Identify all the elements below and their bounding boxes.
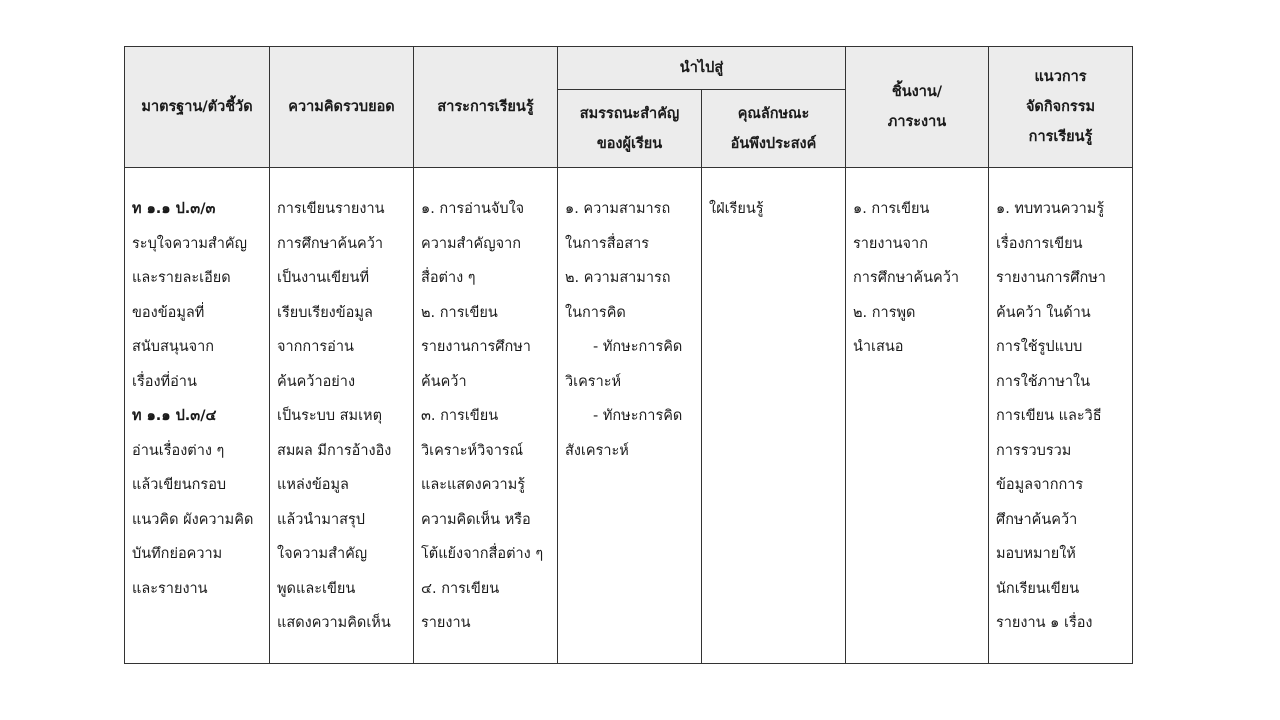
header-tasks-line: ชิ้นงาน/ bbox=[891, 84, 943, 100]
cell-line: การศึกษาค้นคว้า bbox=[277, 235, 383, 252]
header-standards: มาตรฐาน/ตัวชี้วัด bbox=[125, 47, 270, 168]
cell-line: การรวบรวม bbox=[996, 442, 1072, 459]
cell-line: - ทักษะการคิด bbox=[593, 339, 683, 355]
cell-line: รายงานการศึกษา bbox=[996, 270, 1106, 286]
cell-line: การเขียน และวิธี bbox=[996, 408, 1102, 424]
header-tasks bbox=[846, 47, 989, 168]
cell-line: อ่านเรื่องต่าง ๆ bbox=[132, 442, 225, 459]
indicator-code: ท ๑.๑ ป.๓/๓ bbox=[132, 201, 216, 217]
cell-competencies bbox=[558, 168, 702, 664]
cell-line: จากการอ่าน bbox=[277, 339, 354, 355]
cell-activities bbox=[989, 168, 1133, 664]
header-competencies-line: ของผู้เรียน bbox=[596, 135, 663, 152]
cell-line: ระบุใจความสำคัญ bbox=[132, 235, 247, 252]
header-leads-to: นำไปสู่ bbox=[558, 47, 846, 90]
cell-line: สังเคราะห์ bbox=[565, 442, 629, 459]
cell-line: รายงาน bbox=[421, 615, 471, 631]
cell-line: ค้นคว้า bbox=[421, 373, 467, 390]
cell-line: เรียบเรียงข้อมูล bbox=[277, 304, 373, 321]
cell-line: มอบหมายให้ bbox=[996, 546, 1076, 562]
cell-line: ความสำคัญจาก bbox=[421, 235, 522, 252]
cell-line: และรายงาน bbox=[132, 580, 208, 597]
header-characteristics-line: อันพึงประสงค์ bbox=[730, 135, 817, 152]
cell-line: ๓. การเขียน bbox=[421, 408, 499, 424]
cell-line: วิเคราะห์วิจารณ์ bbox=[421, 442, 524, 459]
cell-line: สื่อต่าง ๆ bbox=[421, 270, 476, 286]
cell-line: รายงาน ๑ เรื่อง bbox=[996, 615, 1093, 631]
cell-line: ความคิดเห็น หรือ bbox=[421, 511, 531, 528]
cell-line: การใช้รูปแบบ bbox=[996, 339, 1083, 355]
cell-line: แสดงความคิดเห็น bbox=[277, 615, 391, 631]
cell-standards bbox=[125, 168, 270, 664]
cell-line: พูดและเขียน bbox=[277, 580, 356, 597]
cell-line: ใฝ่เรียนรู้ bbox=[709, 201, 764, 217]
header-tasks-line: ภาระงาน bbox=[887, 114, 947, 130]
cell-line: ๑. ทบทวนความรู้ bbox=[996, 201, 1105, 217]
header-row-top bbox=[125, 47, 1133, 90]
cell-line: ๒. การเขียน bbox=[421, 304, 498, 321]
cell-line: ๒. ความสามารถ bbox=[565, 270, 671, 286]
cell-line: ๔. การเขียน bbox=[421, 580, 500, 597]
cell-line: ค้นคว้าอย่าง bbox=[277, 373, 356, 390]
cell-line: ๒. การพูด bbox=[853, 304, 916, 321]
cell-line: และรายละเอียด bbox=[132, 270, 231, 286]
cell-line: การใช้ภาษาใน bbox=[996, 373, 1091, 390]
cell-line: บันทึกย่อความ bbox=[132, 546, 223, 562]
cell-line: ๑. การเขียน bbox=[853, 201, 930, 217]
cell-line: ใจความสำคัญ bbox=[277, 546, 368, 562]
cell-line: รายงานการศึกษา bbox=[421, 339, 531, 355]
header-activities bbox=[989, 47, 1133, 168]
cell-line: ของข้อมูลที่ bbox=[132, 304, 205, 321]
header-activities-line: การเรียนรู้ bbox=[1028, 129, 1093, 145]
cell-line: การเขียนรายงาน bbox=[277, 201, 385, 217]
cell-line: สมผล มีการอ้างอิง bbox=[277, 442, 392, 459]
cell-line: การศึกษาค้นคว้า bbox=[853, 270, 959, 286]
cell-line: นักเรียนเขียน bbox=[996, 580, 1080, 597]
header-core-concept: ความคิดรวบยอด bbox=[270, 47, 414, 168]
header-competencies-line: สมรรถนะสำคัญ bbox=[579, 105, 680, 122]
cell-core-concept bbox=[270, 168, 414, 664]
header-competencies bbox=[558, 90, 702, 168]
cell-line: แนวคิด ผังความคิด bbox=[132, 511, 254, 528]
cell-line: วิเคราะห์ bbox=[565, 373, 622, 390]
cell-tasks bbox=[846, 168, 989, 664]
cell-line: - ทักษะการคิด bbox=[593, 408, 683, 424]
cell-line: ข้อมูลจากการ bbox=[996, 477, 1084, 493]
header-content: สาระการเรียนรู้ bbox=[414, 47, 558, 168]
cell-line: และแสดงความรู้ bbox=[421, 477, 526, 493]
header-characteristics-line: คุณลักษณะ bbox=[737, 105, 810, 122]
header-characteristics bbox=[702, 90, 846, 168]
cell-line: แหล่งข้อมูล bbox=[277, 477, 349, 493]
cell-line: เป็นระบบ สมเหตุ bbox=[277, 408, 383, 424]
cell-line: แล้วนำมาสรุป bbox=[277, 511, 365, 528]
cell-characteristics bbox=[702, 168, 846, 664]
cell-line: เรื่องการเขียน bbox=[996, 235, 1083, 252]
curriculum-table bbox=[124, 46, 1133, 664]
cell-line: นำเสนอ bbox=[853, 339, 904, 355]
cell-line: ๑. ความสามารถ bbox=[565, 201, 671, 217]
indicator-code: ท ๑.๑ ป.๓/๔ bbox=[132, 408, 217, 424]
cell-line: ในการสื่อสาร bbox=[565, 235, 650, 252]
header-activities-line: แนวการ bbox=[1034, 69, 1087, 85]
cell-line: ศึกษาค้นคว้า bbox=[996, 511, 1078, 528]
cell-line: รายงานจาก bbox=[853, 235, 928, 252]
cell-line: เป็นงานเขียนที่ bbox=[277, 270, 370, 286]
cell-line: สนับสนุนจาก bbox=[132, 339, 215, 355]
header-activities-line: จัดกิจกรรม bbox=[1025, 99, 1096, 115]
cell-content bbox=[414, 168, 558, 664]
cell-line: ค้นคว้า ในด้าน bbox=[996, 304, 1091, 321]
cell-line: ในการคิด bbox=[565, 304, 626, 321]
cell-line: แล้วเขียนกรอบ bbox=[132, 477, 227, 493]
cell-line: โต้แย้งจากสื่อต่าง ๆ bbox=[421, 546, 544, 562]
cell-line: ๑. การอ่านจับใจ bbox=[421, 201, 525, 217]
table-row bbox=[125, 168, 1133, 664]
cell-line: เรื่องที่อ่าน bbox=[132, 373, 197, 390]
